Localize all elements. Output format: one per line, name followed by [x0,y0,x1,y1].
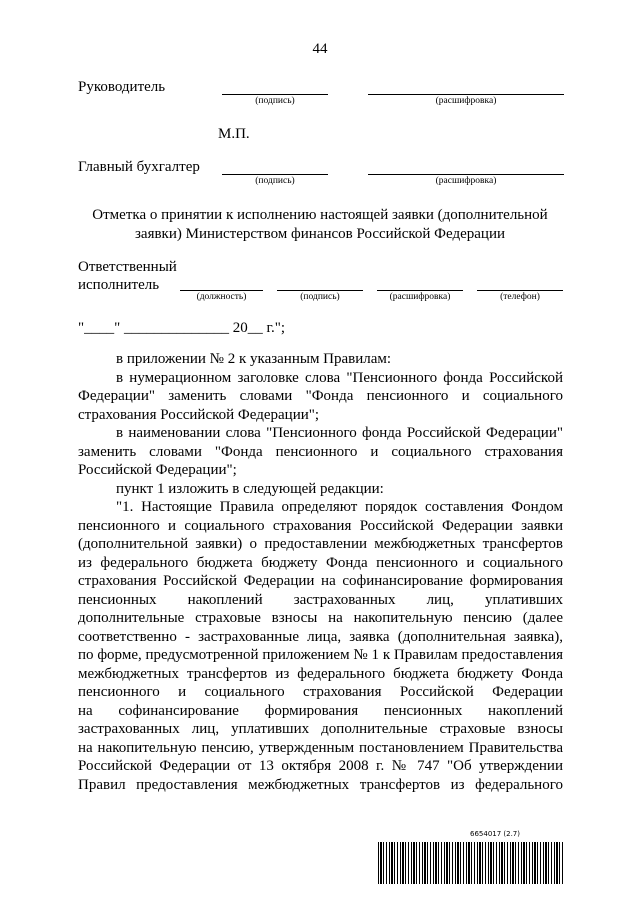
phone-line [477,290,563,291]
body-line: Российской Федерации"; [78,462,237,478]
body-line: "1. Настоящие Правила определяют порядок составления Фондом [116,499,563,515]
body-line: пенсионных накоплений застрахованных лиц, уплативших [78,591,563,608]
body-line: страхования Российской Федерации"; [78,406,320,423]
signature-caption: (подпись) [300,292,340,302]
body-line: Правил предоставления межбюджетных трансфертов из федерального [78,776,563,793]
body-line: Федерации" заменить словами "Фонда пенсионного и социального [78,388,563,404]
accountant-decoding-caption: (расшифровка) [435,176,497,186]
head-signature-line [222,94,328,95]
body-line: пенсионного и социального страхования Российской Федерации заявки [78,517,563,534]
body-line: пенсионного и социального страхования Российской Федерации [78,684,563,700]
acceptance-note-line-2: заявки) Министерством финансов Российской Федерации [134,226,506,242]
responsible-label-line-1: Ответственный [78,259,177,275]
stamp-place-label: М.П. [218,126,250,142]
acceptance-note-line-1: Отметка о принятии к исполнению настоящей заявки (дополнительной [92,207,548,223]
body-line: в нумерационном заголовке слова "Пенсионного фонда Российской [116,369,563,386]
accountant-label: Главный бухгалтер [78,159,200,175]
body-line: по форме, предусмотренной приложением № 1 к Правилам предоставления [78,647,563,663]
decoding-line [377,290,463,291]
accountant-signature-line [222,174,328,175]
body-line: дополнительные страховые взносы на накопительную пенсию (далее [78,610,563,626]
accountant-decoding-line [368,174,564,175]
body-line: (дополнительной заявки) о предоставлении межбюджетных трансфертов [78,536,563,552]
body-line: страхования Российской Федерации на софинансирование формирования [78,573,563,589]
body-line: из федерального бюджета бюджету Фонда пенсионного и социального [78,554,563,571]
body-line: межбюджетных трансфертов из федерального бюджета бюджету Фонда [78,665,563,682]
date-line: "____" ______________ 20__ г."; [78,320,285,336]
position-line [180,290,263,291]
body-line: Российской Федерации от 13 октября 2008 г. № 747 "Об утверждении [78,758,563,774]
body-line: соответственно - застрахованные лица, заявка (дополнительная заявка), [78,628,563,645]
accountant-signature-caption: (подпись) [255,176,295,186]
head-decoding-caption: (расшифровка) [435,96,497,106]
signature-line [277,290,363,291]
body-line: на накопительную пенсию, утвержденным постановлением Правительства [78,739,563,756]
body-line: пункт 1 изложить в следующей редакции: [116,480,384,497]
body-line: в приложении № 2 к указанным Правилам: [116,351,392,367]
barcode-icon [378,842,564,884]
page-number: 44 [312,41,328,57]
position-caption: (должность) [196,292,247,302]
head-decoding-line [368,94,564,95]
phone-caption: (телефон) [500,292,540,302]
head-label: Руководитель [78,79,166,95]
head-signature-caption: (подпись) [255,96,295,106]
body-line: в наименовании слова "Пенсионного фонда Российской Федерации" [116,425,563,441]
body-line: застрахованных лиц, уплативших дополнительные страховые взносы [78,721,563,737]
responsible-label-line-2: исполнитель [78,277,160,293]
decoding-caption: (расшифровка) [389,292,451,302]
body-line: на софинансирование формирования пенсионных накоплений [78,702,563,719]
body-text [78,350,563,794]
body-line: заменить словами "Фонда пенсионного и социального страхования [78,443,563,460]
barcode-number: 6654017 (2.7) [470,830,520,838]
